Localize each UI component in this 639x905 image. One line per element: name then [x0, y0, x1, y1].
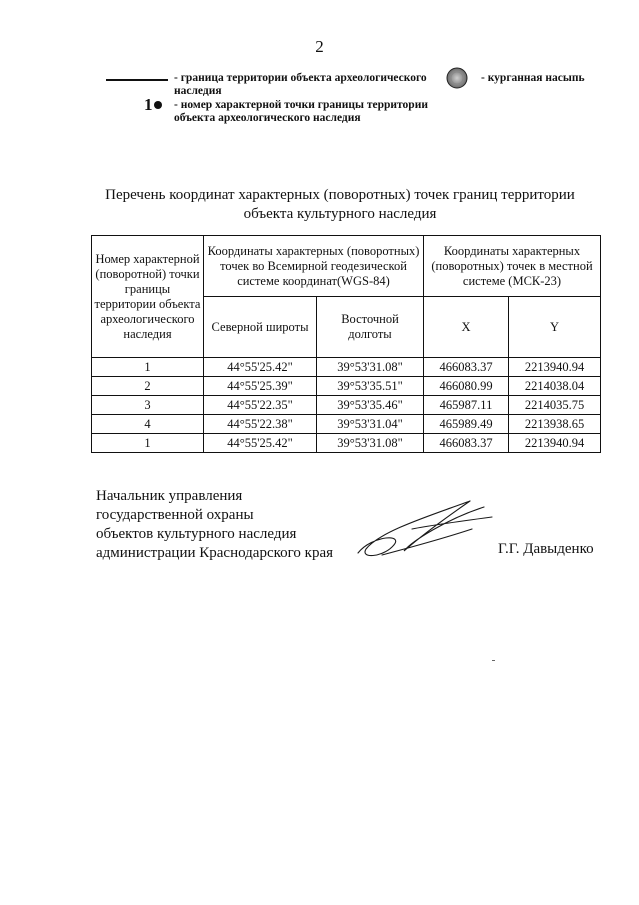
table-header-row	[92, 236, 601, 297]
north-latitude-header: Северной широты	[204, 297, 317, 358]
point-number-cell: 1	[92, 434, 204, 453]
latitude-cell: 44°55'22.35"	[204, 396, 317, 415]
handwritten-signature	[352, 495, 502, 565]
point-marker-number: 1	[144, 95, 153, 114]
msk-header: Координаты характерных (поворотных) точек в местной системе (МСК-23)	[424, 236, 601, 297]
document-title	[40, 186, 639, 224]
table-row	[92, 358, 601, 377]
longitude-cell: 39°53'31.08"	[317, 358, 424, 377]
point-number-cell: 2	[92, 377, 204, 396]
title-line-1: Перечень координат характерных (поворотных) точек границ территории	[105, 187, 575, 203]
table-row	[92, 377, 601, 396]
point-dot-icon	[154, 101, 162, 109]
signer-name: Г.Г. Давыденко	[498, 541, 594, 557]
mound-legend-label: - курганная насыпь	[481, 72, 585, 84]
table-row	[92, 396, 601, 415]
latitude-cell: 44°55'22.38"	[204, 415, 317, 434]
x-cell: 466083.37	[424, 434, 509, 453]
y-cell: 2214038.04	[509, 377, 601, 396]
longitude-cell: 39°53'35.46"	[317, 396, 424, 415]
wgs-header: Координаты характерных (поворотных) точек во Всемирной геодезической системе координат(WGS-84)	[204, 236, 424, 297]
signer-line-3: объектов культурного наследия	[96, 526, 297, 542]
table-row	[92, 434, 601, 453]
point-number-cell: 3	[92, 396, 204, 415]
mound-icon	[446, 67, 468, 89]
point-number-cell: 1	[92, 358, 204, 377]
signer-line-2: государственной охраны	[96, 507, 254, 523]
x-cell: 465989.49	[424, 415, 509, 434]
boundary-line-sample	[106, 79, 168, 81]
longitude-cell: 39°53'31.04"	[317, 415, 424, 434]
x-cell: 466083.37	[424, 358, 509, 377]
latitude-cell: 44°55'25.42"	[204, 434, 317, 453]
y-header: Y	[509, 297, 601, 358]
latitude-cell: 44°55'25.39"	[204, 377, 317, 396]
point-marker-sample	[144, 95, 162, 115]
point-number-header: Номер характерной (поворотной) точки границы территории объекта археологического наследия	[92, 236, 204, 358]
title-line-2: объекта культурного наследия	[243, 206, 437, 222]
longitude-cell: 39°53'35.51"	[317, 377, 424, 396]
x-header: X	[424, 297, 509, 358]
scan-speck	[492, 660, 495, 661]
signer-line-4: администрации Краснодарского края	[96, 545, 334, 561]
longitude-cell: 39°53'31.08"	[317, 434, 424, 453]
x-cell: 466080.99	[424, 377, 509, 396]
y-cell: 2213940.94	[509, 358, 601, 377]
signer-title	[96, 487, 333, 563]
latitude-cell: 44°55'25.42"	[204, 358, 317, 377]
y-cell: 2213938.65	[509, 415, 601, 434]
x-cell: 465987.11	[424, 396, 509, 415]
point-legend-label: - номер характерной точки границы территории объекта археологического наследия	[174, 99, 428, 124]
table-row	[92, 415, 601, 434]
east-longitude-header: Восточной долготы	[317, 297, 424, 358]
signer-line-1: Начальник управления	[96, 488, 243, 504]
boundary-legend-label: - граница территории объекта археологического наследия	[174, 72, 427, 97]
y-cell: 2214035.75	[509, 396, 601, 415]
coordinates-table	[91, 235, 601, 453]
page-number: 2	[315, 37, 324, 56]
point-number-cell: 4	[92, 415, 204, 434]
y-cell: 2213940.94	[509, 434, 601, 453]
